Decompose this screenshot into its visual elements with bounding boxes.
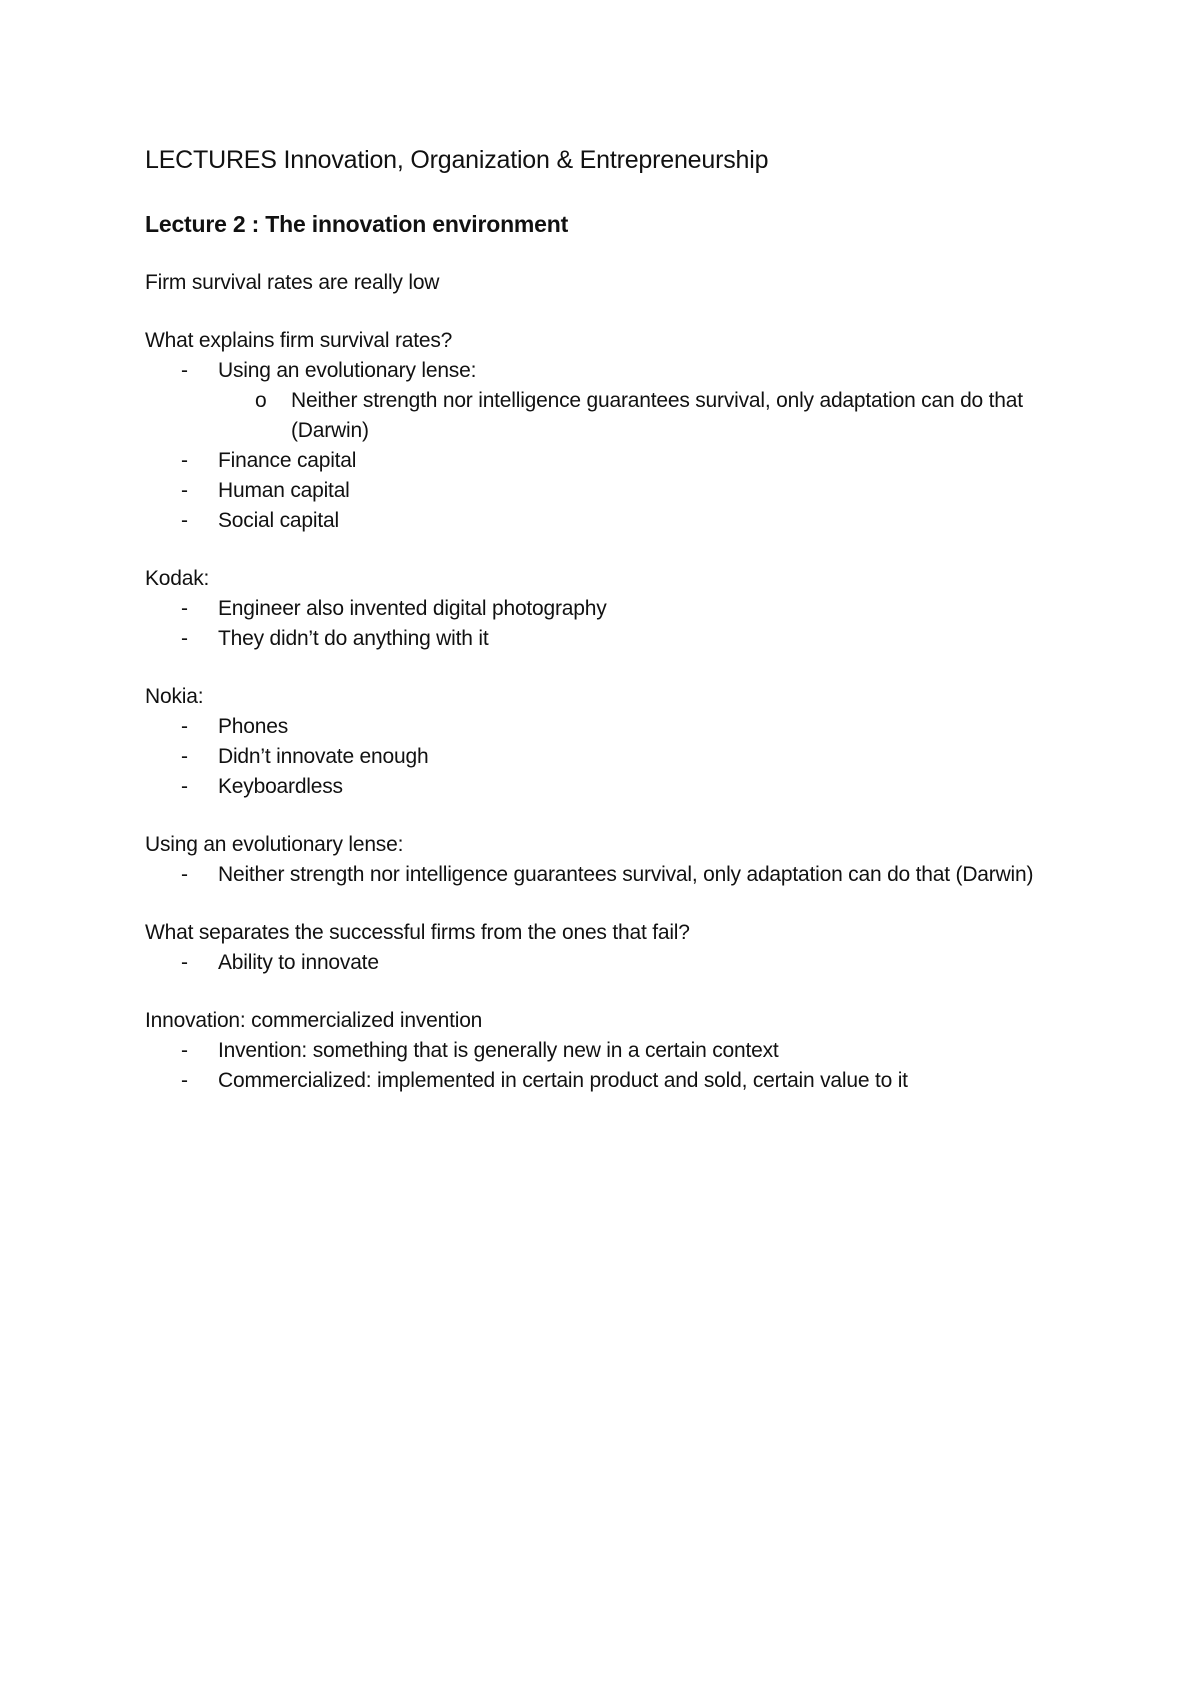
sub-bullet-list bbox=[218, 386, 1105, 446]
circle-bullet: o bbox=[255, 389, 267, 412]
dash-bullet: - bbox=[181, 359, 188, 382]
intro-text: Firm survival rates are really low bbox=[145, 271, 440, 294]
section-kodak bbox=[145, 564, 1105, 654]
section-heading: Innovation: commercialized invention bbox=[145, 1009, 483, 1032]
dash-bullet: - bbox=[181, 863, 188, 886]
bullet-list bbox=[145, 948, 1105, 978]
dash-bullet: - bbox=[181, 449, 188, 472]
list-item-text: Keyboardless bbox=[218, 775, 343, 798]
bullet-list bbox=[145, 356, 1105, 536]
list-item-text: Didn’t innovate enough bbox=[218, 745, 429, 768]
section-heading: Kodak: bbox=[145, 567, 210, 590]
list-item bbox=[145, 446, 1105, 476]
list-item bbox=[145, 742, 1105, 772]
dash-bullet: - bbox=[181, 479, 188, 502]
sub-list-item bbox=[218, 386, 1105, 446]
dash-bullet: - bbox=[181, 951, 188, 974]
section-success-vs-failure bbox=[145, 918, 1105, 978]
list-item-text: Using an evolutionary lense: bbox=[218, 359, 477, 382]
bullet-list bbox=[145, 712, 1105, 802]
list-item bbox=[145, 1066, 1105, 1096]
section-heading: What explains firm survival rates? bbox=[145, 329, 453, 352]
list-item-text: They didn’t do anything with it bbox=[218, 627, 489, 650]
list-item-text: Ability to innovate bbox=[218, 951, 379, 974]
list-item-text: Commercialized: implemented in certain product and sold, certain value to it bbox=[218, 1069, 908, 1092]
section-heading: Using an evolutionary lense: bbox=[145, 833, 404, 856]
bullet-list bbox=[145, 594, 1105, 654]
dash-bullet: - bbox=[181, 597, 188, 620]
list-item bbox=[145, 712, 1105, 742]
document-title: LECTURES Innovation, Organization & Entrepreneurship bbox=[145, 146, 769, 174]
list-item-text: Neither strength nor intelligence guarantees survival, only adaptation can do that (Darwin) bbox=[218, 863, 1034, 886]
section-heading: Nokia: bbox=[145, 685, 204, 708]
list-item-text: Phones bbox=[218, 715, 289, 738]
list-item-text: Social capital bbox=[218, 509, 339, 532]
section-survival-rates bbox=[145, 326, 1105, 536]
list-item bbox=[145, 476, 1105, 506]
list-item-text: Human capital bbox=[218, 479, 350, 502]
dash-bullet: - bbox=[181, 627, 188, 650]
list-item-text: Invention: something that is generally new in a certain context bbox=[218, 1039, 779, 1062]
section-heading: What separates the successful firms from the ones that fail? bbox=[145, 921, 690, 944]
dash-bullet: - bbox=[181, 1039, 188, 1062]
list-item bbox=[145, 594, 1105, 624]
dash-bullet: - bbox=[181, 1069, 188, 1092]
section-nokia bbox=[145, 682, 1105, 802]
list-item bbox=[145, 948, 1105, 978]
bullet-list bbox=[145, 860, 1105, 890]
bullet-list bbox=[145, 1036, 1105, 1096]
section-evolutionary-lense bbox=[145, 830, 1105, 890]
dash-bullet: - bbox=[181, 745, 188, 768]
list-item-text: Finance capital bbox=[218, 449, 357, 472]
dash-bullet: - bbox=[181, 509, 188, 532]
document-content bbox=[145, 142, 1105, 1096]
list-item-text: Engineer also invented digital photography bbox=[218, 597, 607, 620]
list-item bbox=[145, 506, 1105, 536]
dash-bullet: - bbox=[181, 715, 188, 738]
section-innovation-definition bbox=[145, 1006, 1105, 1096]
list-item bbox=[145, 772, 1105, 802]
list-item bbox=[145, 1036, 1105, 1066]
lecture-heading: Lecture 2 : The innovation environment bbox=[145, 211, 569, 237]
dash-bullet: - bbox=[181, 775, 188, 798]
list-item bbox=[145, 860, 1105, 890]
list-item bbox=[145, 356, 1105, 446]
list-item bbox=[145, 624, 1105, 654]
sub-list-item-text: Neither strength nor intelligence guarantees survival, only adaptation can do that (Darwin) bbox=[291, 389, 1023, 442]
